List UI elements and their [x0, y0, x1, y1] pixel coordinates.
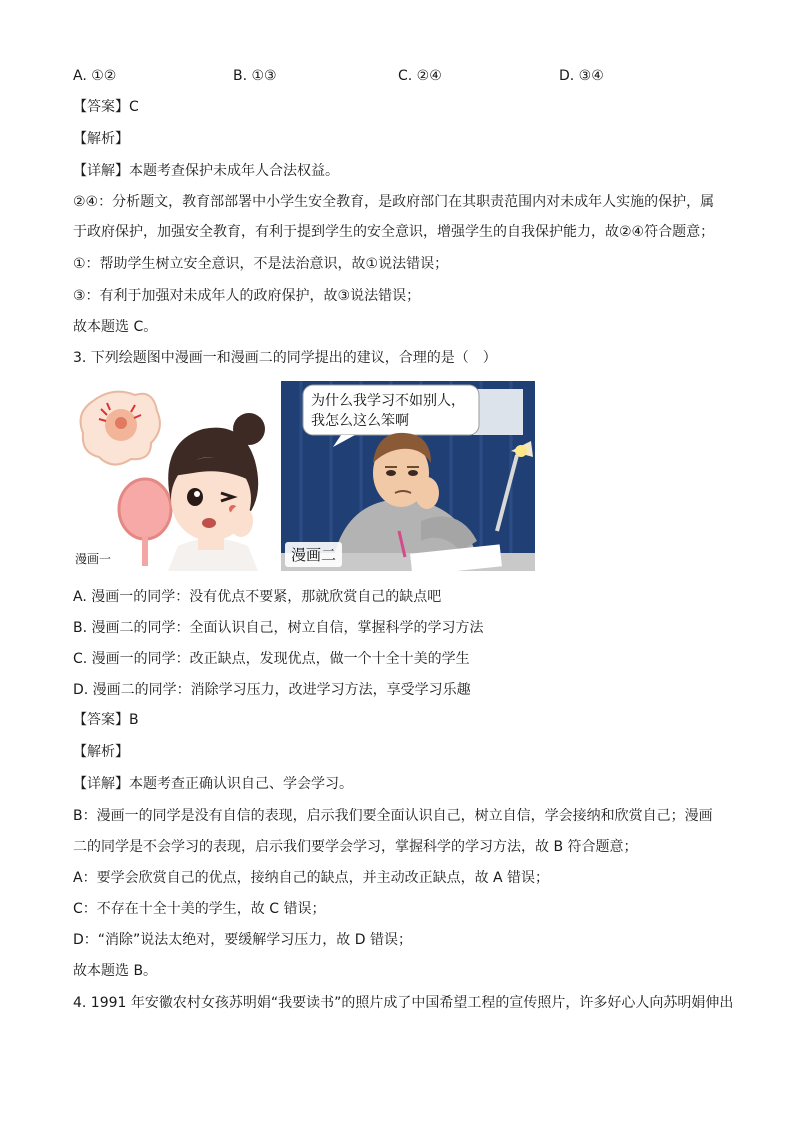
comic-one-caption: 漫画一: [75, 552, 112, 566]
q2-line: ②④：分析题文，教育部部署中小学生安全教育，是政府部门在其职责范围内对未成年人实施的保护，属: [73, 194, 715, 210]
q2-option-a: A. ①②: [73, 68, 117, 84]
q2-line: 故本题选 C。: [73, 319, 158, 335]
q2-option-d: D. ③④: [559, 68, 604, 84]
q3-line: D：“消除”说法太绝对，要缓解学习压力，故 D 错误；: [73, 932, 412, 948]
q3-stem: 3. 下列绘题图中漫画一和漫画二的同学提出的建议，合理的是（ ）: [73, 350, 497, 366]
q4-stem: 4. 1991 年安徽农村女孩苏明娟“我要读书”的照片成了中国希望工程的宣传照片，许多好心人向苏明娟伸出: [73, 995, 734, 1011]
comic-two-image: [281, 381, 535, 571]
q2-line: ①：帮助学生树立安全意识，不是法治意识，故①说法错误；: [73, 256, 449, 272]
q3-analysis-title: 【解析】: [73, 744, 129, 760]
q3-line: C：不存在十全十美的学生，故 C 错误；: [73, 901, 326, 917]
q3-option-d: D. 漫画二的同学：消除学习压力，改进学习方法，享受学习乐趣: [73, 682, 471, 698]
q3-line: 二的同学是不会学习的表现，启示我们要学会学习，掌握科学的学习方法，故 B 符合题意；: [73, 839, 638, 855]
q2-analysis-title: 【解析】: [73, 131, 129, 147]
q2-detail: 【详解】本题考查保护未成年人合法权益。: [73, 163, 339, 179]
q2-option-b: B. ①③: [233, 68, 277, 84]
q3-line: A：要学会欣赏自己的优点，接纳自己的缺点，并主动改正缺点，故 A 错误；: [73, 870, 550, 886]
q2-line: ③：有利于加强对未成年人的政府保护，故③说法错误；: [73, 288, 421, 304]
q3-comics: [73, 381, 535, 573]
comic-two-caption: 漫画二: [285, 542, 342, 567]
q2-answer: 【答案】C: [73, 99, 139, 115]
q3-answer: 【答案】B: [73, 712, 139, 728]
q3-detail: 【详解】本题考查正确认识自己、学会学习。: [73, 776, 353, 792]
comic-two-bubble-line: 我怎么这么笨啊: [311, 413, 409, 429]
q2-line: 于政府保护，加强安全教育，有利于提到学生的安全意识，增强学生的自我保护能力，故②④符合题意；: [73, 224, 715, 240]
girl-mirror-illustration: [73, 381, 273, 571]
q2-option-c: C. ②④: [398, 68, 442, 84]
q3-option-b: B. 漫画二的同学：全面认识自己，树立自信，掌握科学的学习方法: [73, 620, 484, 636]
q3-line: B：漫画一的同学是没有自信的表现，启示我们要全面认识自己，树立自信，学会接纳和欣赏自己；漫画: [73, 808, 713, 824]
comic-one-image: [73, 381, 273, 571]
q3-option-c: C. 漫画一的同学：改正缺点，发现优点，做一个十全十美的学生: [73, 651, 470, 667]
q3-line: 故本题选 B。: [73, 963, 158, 979]
q3-option-a: A. 漫画一的同学：没有优点不要紧，那就欣赏自己的缺点吧: [73, 589, 442, 605]
comic-two-bubble-line: 为什么我学习不如别人，: [311, 393, 465, 409]
